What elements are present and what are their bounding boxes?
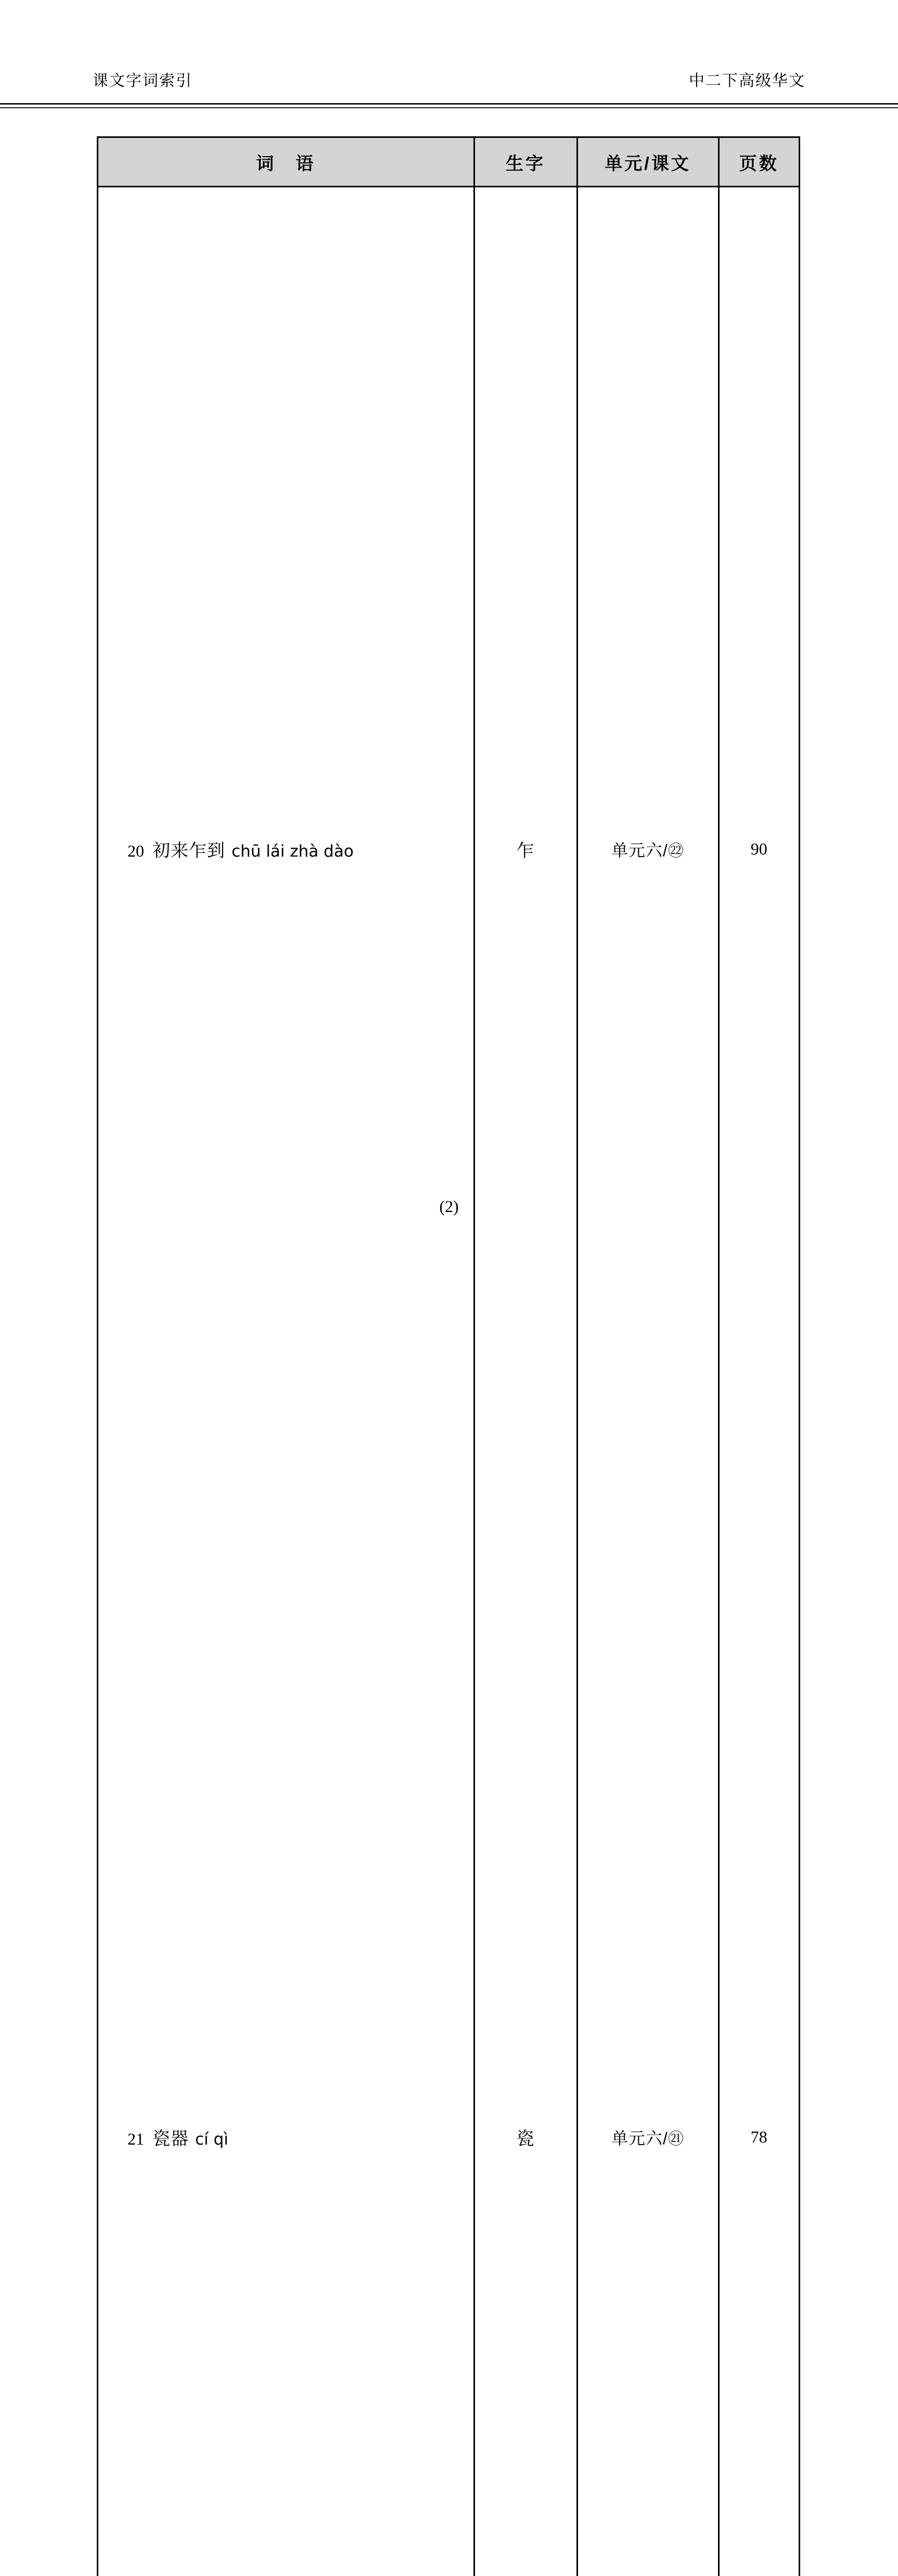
table-body: [98, 187, 799, 2576]
entry-word: 初来乍到: [152, 841, 225, 861]
entry-newchar-cell: [474, 205, 577, 1493]
table-header-row: [98, 138, 799, 187]
entry-word-cell: [98, 205, 474, 1493]
index-table-container: [97, 136, 800, 2576]
entry-number: 21: [115, 2129, 144, 2149]
spacer-cell: [474, 187, 577, 206]
header-right-title: 中二下高级华文: [689, 68, 805, 91]
header-left-title: 课文字词索引: [93, 68, 193, 91]
column-header-unit: 单元/课文: [577, 138, 719, 187]
page-number: (2): [439, 1197, 458, 1216]
entry-word: 瓷器: [152, 2129, 189, 2149]
column-header-page: 页数: [719, 138, 799, 187]
entry-page-cell: 78: [719, 1493, 799, 2576]
entry-unit-cell: [577, 205, 719, 1493]
table-spacer-row: [98, 187, 799, 206]
entry-pinyin: chū lái zhà dào: [232, 842, 354, 861]
entry-unit-label: 单元六/: [611, 841, 668, 860]
entry-lesson-circled-number: ㉒: [668, 842, 684, 860]
table-row: [98, 1493, 799, 2576]
entry-lesson-circled-number: ㉑: [668, 2130, 684, 2148]
entry-page-cell: 90: [719, 205, 799, 1493]
column-header-char: 生字: [474, 138, 577, 187]
page-header: [0, 68, 898, 104]
spacer-cell: [719, 187, 799, 206]
index-table: [98, 138, 799, 2576]
entry-newchar-cell: [474, 1493, 577, 2576]
header-rule-thick: [0, 103, 898, 105]
page-footer: [0, 1197, 898, 1216]
entry-pinyin: cí qì: [195, 2130, 228, 2149]
table-row: [98, 205, 799, 1493]
header-rule-thin: [0, 107, 898, 108]
column-header-word: 词 语: [98, 138, 474, 187]
entry-unit-cell: [577, 1493, 719, 2576]
spacer-cell: [98, 187, 474, 206]
entry-newchar: 乍: [517, 841, 535, 861]
entry-word-cell: [98, 1493, 474, 2576]
spacer-cell: [577, 187, 719, 206]
entry-newchar: 瓷: [517, 2129, 535, 2149]
entry-number: 20: [115, 841, 144, 861]
entry-unit-label: 单元六/: [611, 2129, 668, 2148]
